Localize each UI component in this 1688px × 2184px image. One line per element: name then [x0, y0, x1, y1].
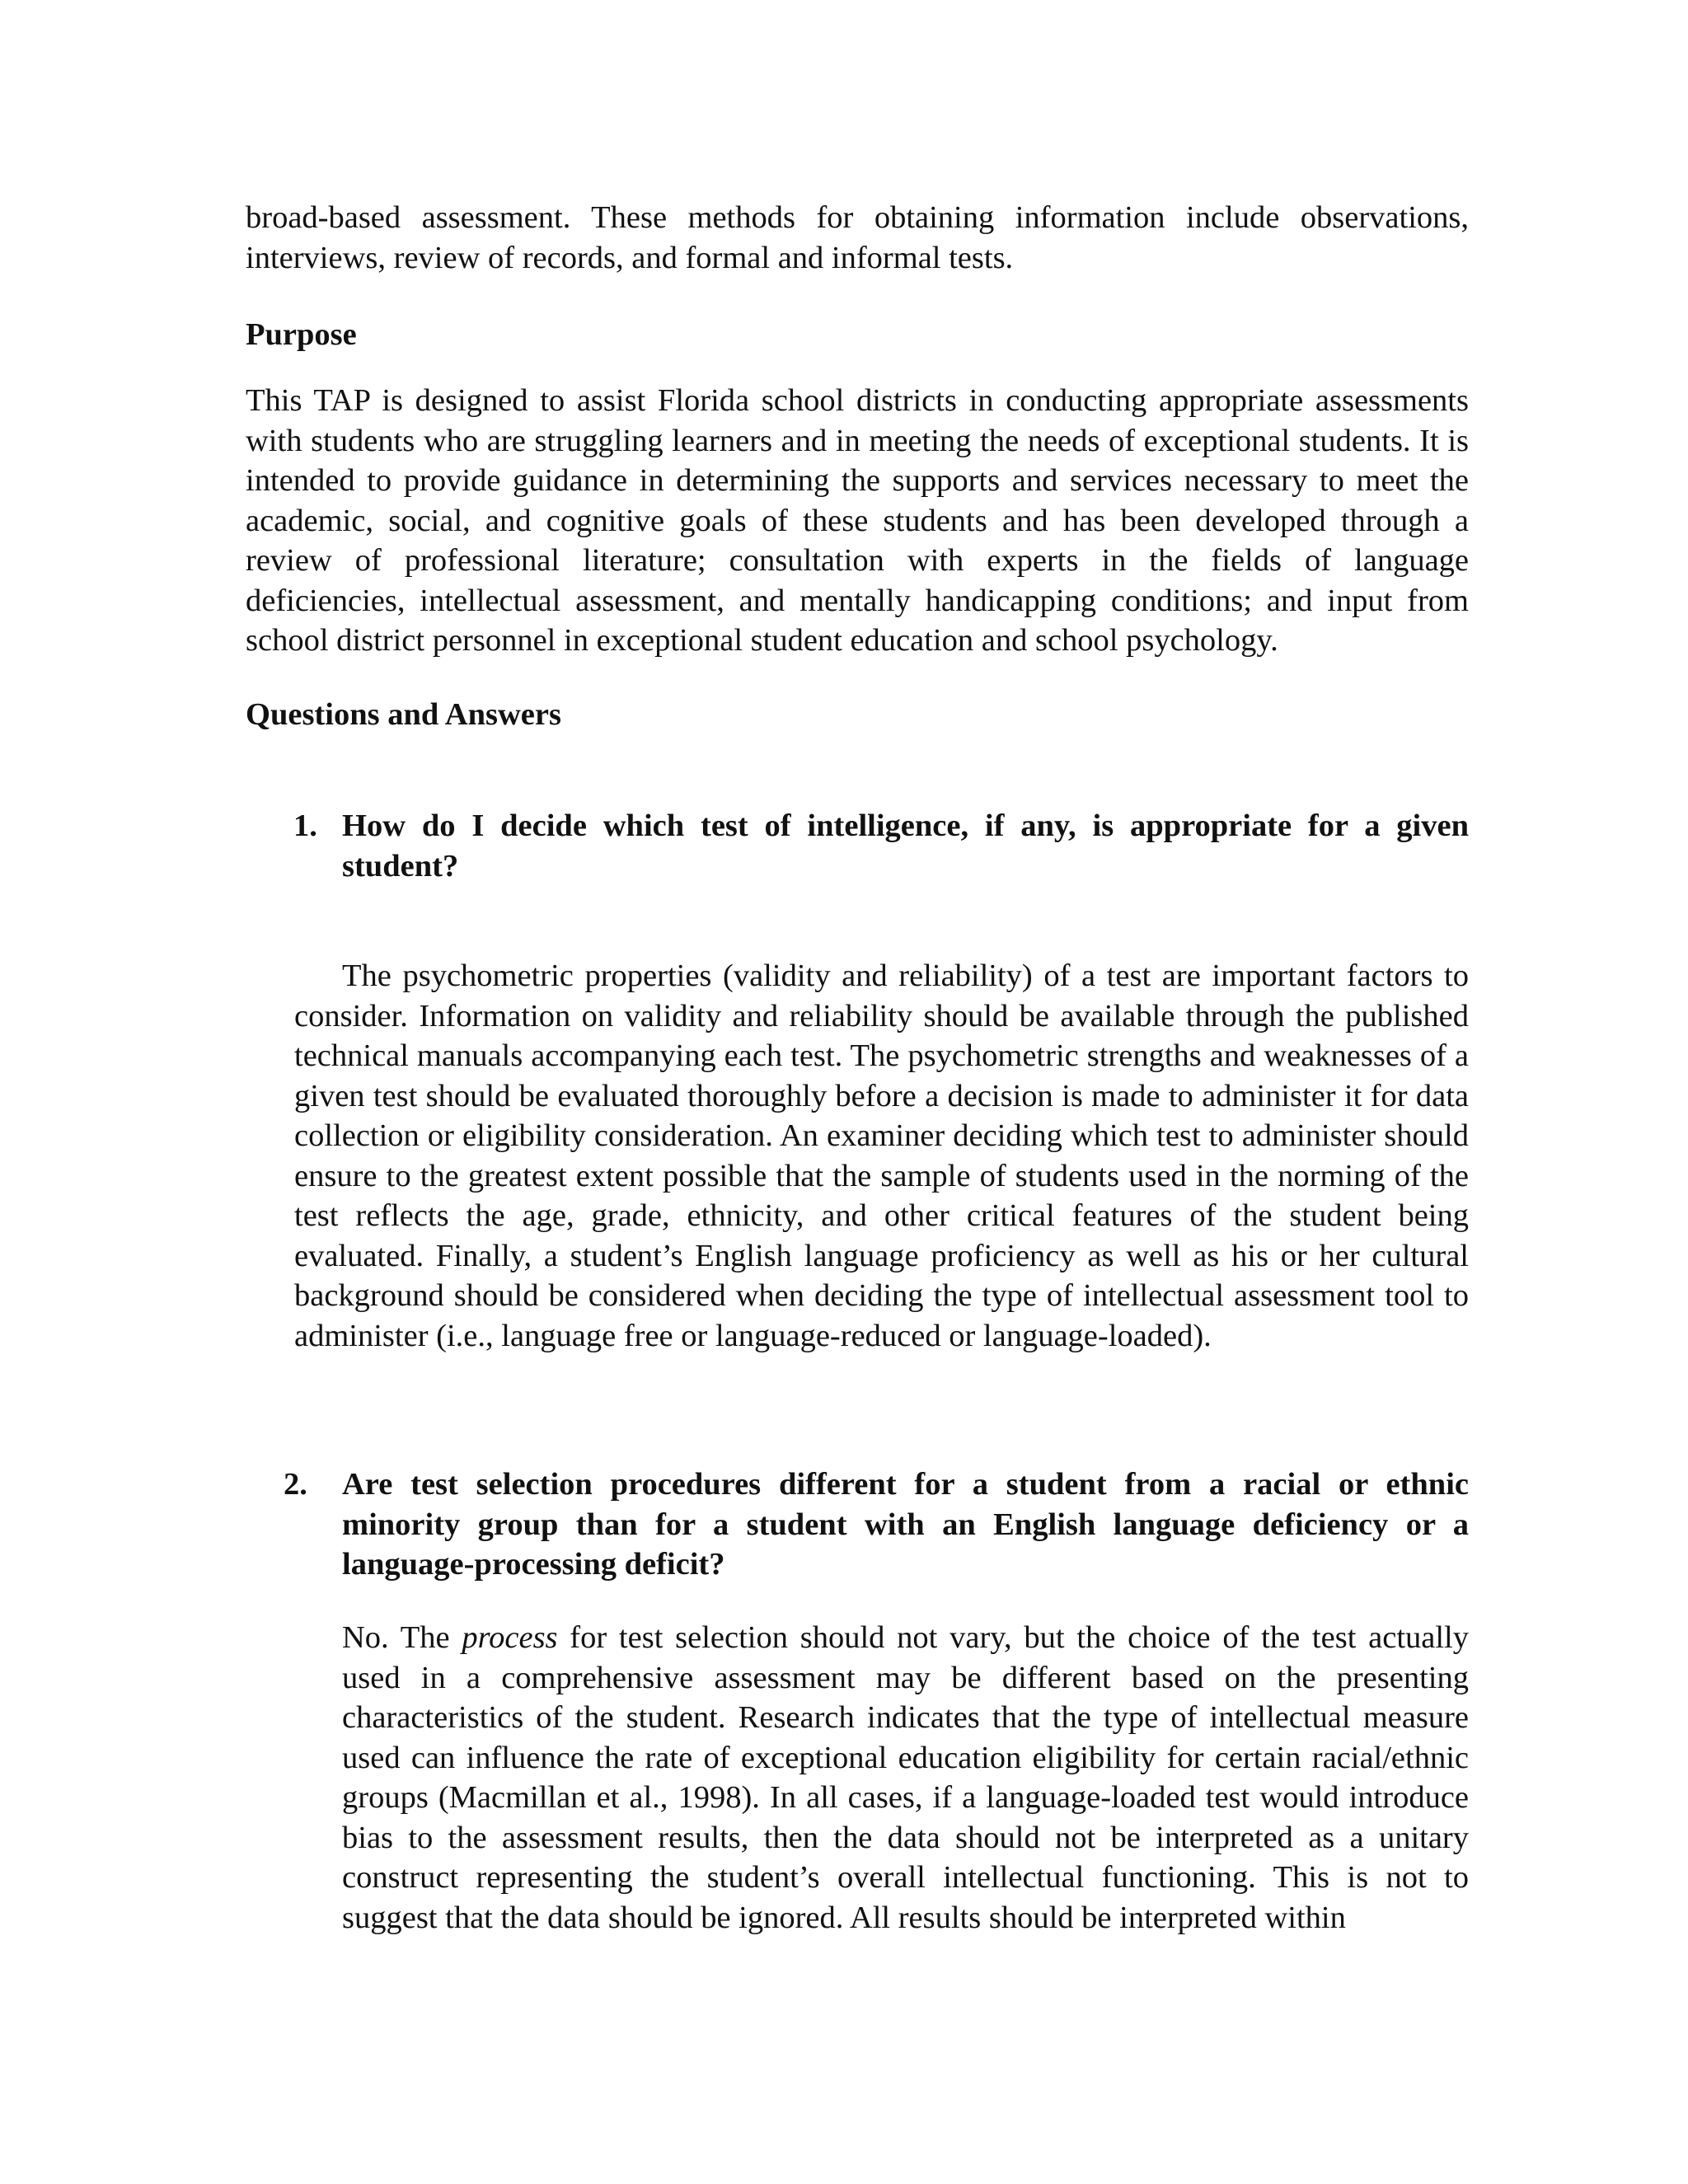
question-2-text: Are test selection procedures different for a student from a racial or ethnic minority group than for a student with an English language deficiency or a language-processing deficit? [342, 1467, 1469, 1582]
answer-2-paragraph [342, 1618, 1469, 1938]
purpose-heading: Purpose [246, 317, 357, 352]
question-1-number: 1. [293, 808, 317, 843]
answer-2-emphasis: process [462, 1620, 558, 1655]
question-1 [293, 806, 1469, 886]
intro-paragraph: broad-based assessment. These methods for obtaining information include observations, interviews, review of records, and formal and informal tests. [246, 200, 1469, 275]
question-2-number: 2. [284, 1467, 307, 1502]
answer-2-rest: for test selection should not vary, but the choice of the test actually used in a comprehensive assessment may be different based on the presenting characteristics of the student. Research indicates that the type of intellectual measure used can influence the rate of exceptional education eligibility for certain racial/ethnic groups (Macmillan et al., 1998). In all cases, if a language-loaded test would introduce bias to the assessment results, then the data should not be interpreted as a unitary construct representing the student’s overall intellectual functioning. This is not to suggest that the data should be ignored. All results should be interpreted within [342, 1620, 1470, 1935]
purpose-paragraph: This TAP is designed to assist Florida school districts in conducting appropriate assessments with students who are struggling learners and in meeting the needs of exceptional students. It is intended to provide guidance in determining the supports and services necessary to meet the academic, social, and cognitive goals of these students and has been developed through a review of professional literature; consultation with experts in the fields of language deficiencies, intellectual assessment, and mentally handicapping conditions; and input from school district personnel in exceptional student education and school psychology. [246, 383, 1469, 658]
answer-1-paragraph: The psychometric properties (validity and reliability) of a test are important factors to consider. Information on validity and reliability should be available through the published technical manuals accompanying each test. The psychometric strengths and weaknesses of a given test should be evaluated thoroughly before a decision is made to administer it for data collection or eligibility consideration. An examiner deciding which test to administer should ensure to the greatest extent possible that the sample of students used in the norming of the test reflects the age, grade, ethnicity, and other critical features of the student being evaluated. Finally, a student’s English language proficiency as well as his or her cultural background should be considered when deciding the type of intellectual assessment tool to administer (i.e., language free or language-reduced or language-loaded). [294, 958, 1469, 1353]
questions-answers-heading: Questions and Answers [246, 697, 561, 732]
question-1-text: How do I decide which test of intelligence, if any, is appropriate for a given student? [342, 808, 1469, 883]
answer-2-lead: No. The [342, 1620, 462, 1655]
question-2 [284, 1465, 1469, 1585]
